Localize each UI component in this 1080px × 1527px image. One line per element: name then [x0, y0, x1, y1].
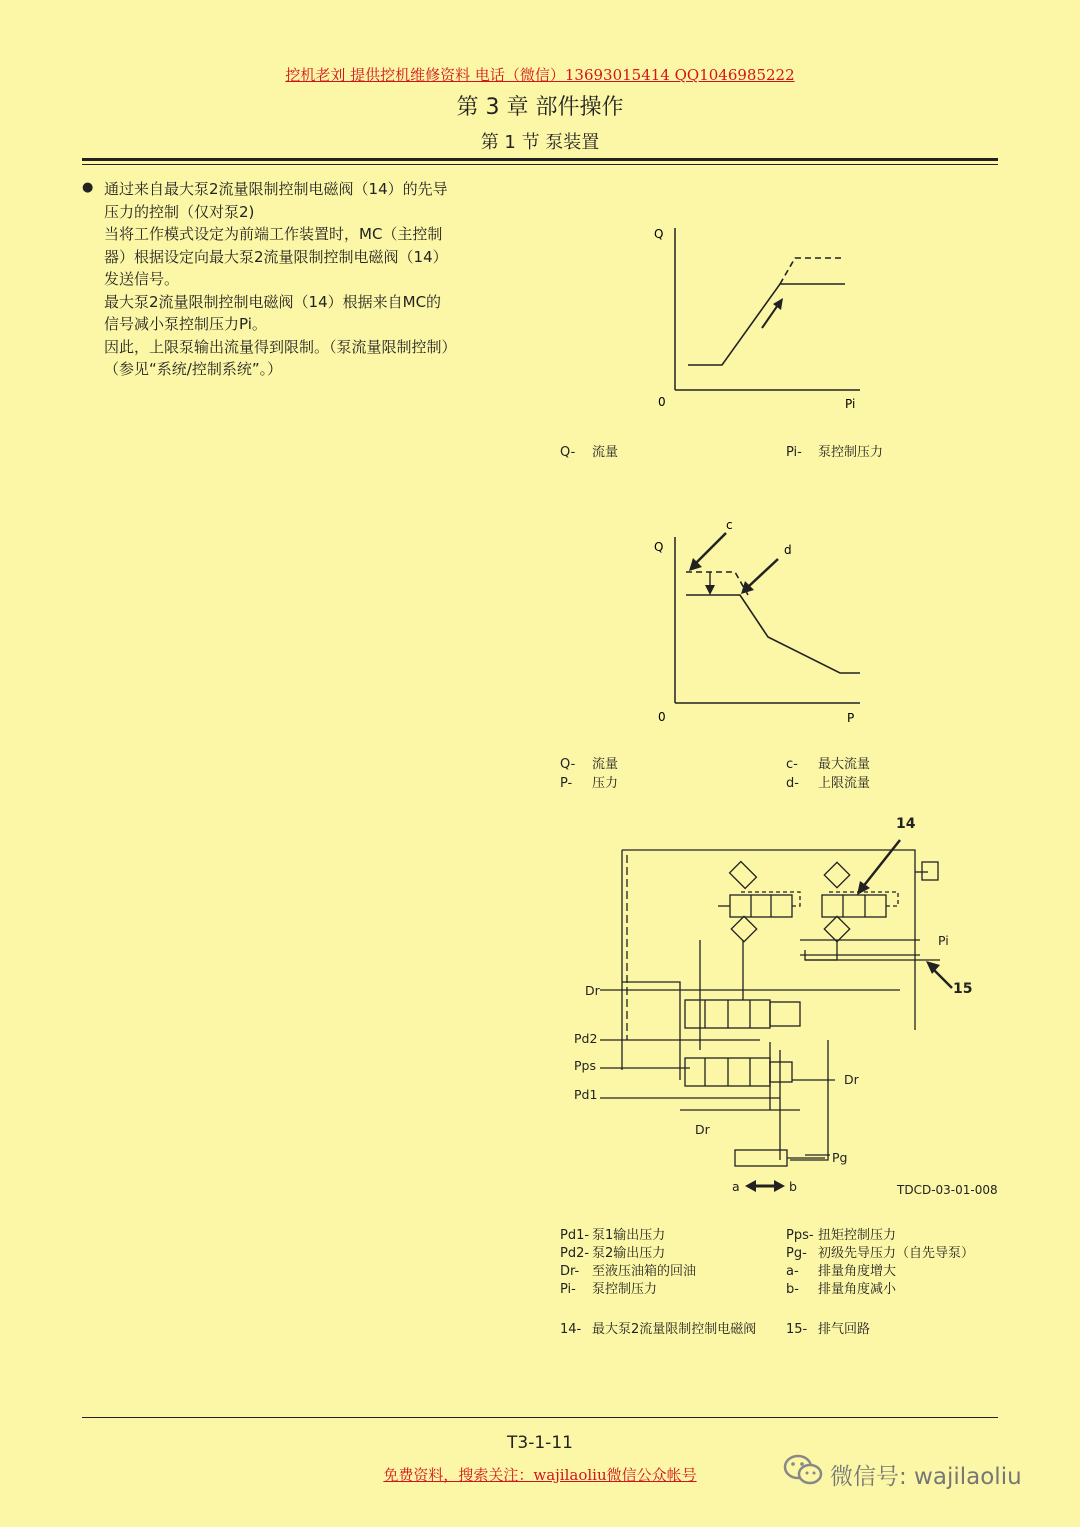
section-title: 第 1 节 泵装置 [480, 132, 600, 153]
diagram-legend-b: b- 排量角度减小 [786, 1282, 897, 1297]
promo-line: 免费资料，搜索关注：wajilaoliu微信公众帐号 [383, 1466, 697, 1484]
label-c: c [726, 518, 733, 532]
check-valve-right-top [824, 862, 849, 887]
arrow-14-icon [857, 881, 870, 895]
check-valve-left-top [730, 862, 757, 889]
x-axis-label: P [847, 711, 855, 725]
flow-vs-pressure-chart [640, 515, 880, 730]
arrow-a-icon [745, 1180, 756, 1192]
bullet-paragraph [104, 178, 457, 381]
upper-limit-flow-line [686, 595, 860, 673]
max-flow-dashed-line [780, 258, 845, 284]
chart2-legend-p: P- 压力 [560, 776, 619, 791]
footer-rule [82, 1417, 998, 1418]
label-pd2: Pd2 [574, 1031, 598, 1046]
y-axis-label: Q [654, 227, 664, 241]
solenoid-coil [922, 862, 938, 880]
diagram-legend-15: 15- 排气回路 [786, 1322, 871, 1337]
chart1-legend-q: Q- 流量 [560, 445, 619, 460]
arrow-c-shaft [696, 533, 726, 563]
arrow-b-icon [774, 1180, 785, 1192]
origin-label: 0 [658, 395, 666, 409]
x-axis-label: Pi [845, 397, 856, 411]
body-line: 器）根据设定向最大泵2流量限制控制电磁阀（14） [104, 247, 448, 266]
contact-line: 挖机老刘 提供挖机维修资料 电话（微信）13693015414 QQ1046985222 [285, 66, 795, 84]
diagram-legend-a: a- 排量角度增大 [786, 1264, 897, 1279]
label-dr-bottom: Dr [695, 1122, 710, 1137]
solenoid-valve-left [730, 895, 792, 917]
check-valve-left-bottom [731, 916, 756, 941]
label-dr-top: Dr [585, 983, 600, 998]
figure-id: TDCD-03-01-008 [897, 1183, 998, 1197]
diagram-legend-pg: Pg- 初级先导压力（自先导泵） [786, 1246, 975, 1261]
label-pd1: Pd1 [574, 1087, 598, 1102]
arrow-d-shaft [748, 559, 778, 587]
chart2-legend-c: c- 最大流量 [786, 757, 871, 772]
body-line: 因此，上限泵输出流量得到限制。（泵流量限制控制） [104, 337, 457, 356]
label-15: 15 [953, 981, 973, 997]
body-line: 压力的控制（仅对泵2) [104, 202, 255, 221]
body-line: 发送信号。 [104, 270, 180, 288]
label-d: d [784, 543, 792, 557]
diagram-legend-pps: Pps- 扭矩控制压力 [786, 1228, 897, 1243]
label-dr-right: Dr [844, 1072, 859, 1087]
limited-flow-line [688, 284, 845, 365]
bullet-icon: ● [82, 180, 94, 195]
diagram-legend-pd1: Pd1- 泵1输出压力 [560, 1228, 666, 1243]
flow-vs-pi-chart [640, 220, 880, 420]
wechat-watermark: 微信号: wajilaoliu [830, 1464, 1022, 1490]
body-line: 最大泵2流量限制控制电磁阀（14）根据来自MC的 [104, 292, 442, 311]
label-pi: Pi [938, 933, 949, 948]
body-line: 当将工作模式设定为前端工作装置时，MC（主控制 [104, 225, 443, 243]
label-b: b [789, 1179, 797, 1194]
body-line: （参见“系统/控制系统”。） [104, 360, 283, 378]
arrow-15-icon [926, 961, 940, 974]
diagram-legend-pd2: Pd2- 泵2输出压力 [560, 1246, 666, 1261]
y-axis-label: Q [654, 540, 664, 554]
chart1-legend-pi: Pi- 泵控制压力 [786, 445, 884, 460]
servo-cylinder [735, 1150, 787, 1166]
label-a: a [732, 1179, 740, 1194]
page-number: T3-1-11 [507, 1433, 573, 1453]
header-rule-top [82, 158, 998, 161]
diagram-legend-dr: Dr- 至液压油箱的回油 [560, 1264, 697, 1279]
chart2-legend-q: Q- 流量 [560, 757, 619, 772]
body-line: 通过来自最大泵2流量限制控制电磁阀（14）的先导 [104, 180, 448, 198]
solenoid-valve-14 [822, 895, 886, 917]
chart2-legend-d: d- 上限流量 [786, 776, 871, 791]
max-flow-dashed-line [686, 572, 748, 595]
label-pg: Pg [832, 1150, 848, 1165]
label-14: 14 [896, 816, 916, 832]
down-arrow-icon [705, 585, 715, 595]
origin-label: 0 [658, 710, 666, 724]
diagram-legend-14: 14- 最大泵2流量限制控制电磁阀 [560, 1322, 757, 1337]
body-line: 信号减小泵控制压力Pi。 [104, 315, 267, 333]
pump-regulator-hydraulic-diagram [560, 810, 1010, 1205]
header-rule-bottom [82, 164, 998, 165]
check-valve-right-bottom [824, 916, 849, 941]
chapter-title: 第 3 章 部件操作 [456, 95, 624, 120]
wechat-icon [782, 1452, 824, 1488]
diagram-legend-pi: Pi- 泵控制压力 [560, 1282, 658, 1297]
label-pps: Pps [574, 1058, 596, 1073]
